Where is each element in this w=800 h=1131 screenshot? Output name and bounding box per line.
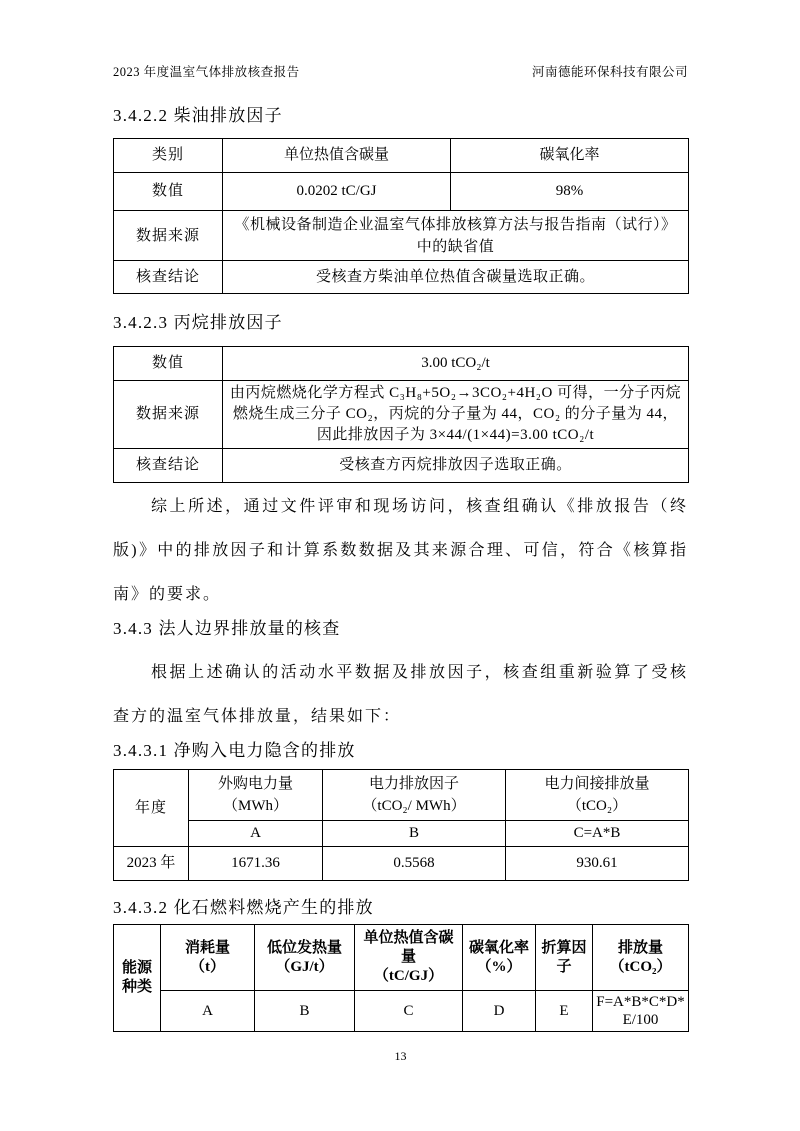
header-report-title: 2023 年度温室气体排放核查报告: [113, 65, 300, 79]
table-row: [114, 261, 689, 294]
electricity-code-a: A: [189, 821, 323, 847]
section-heading-3-4-2-2: 3.4.2.2 柴油排放因子: [113, 106, 283, 125]
column-unit: （t）: [190, 958, 225, 975]
column-name: 电力排放因子: [368, 776, 459, 792]
fossil-corner-label: 能源种类: [114, 925, 161, 1032]
fossil-col-consumption: [161, 925, 255, 991]
section-heading-3-4-3: 3.4.3 法人边界排放量的核查: [113, 619, 341, 638]
diesel-value-oxidation: 98%: [451, 173, 689, 211]
propane-conclusion-label: 核查结论: [114, 449, 223, 483]
column-unit: （tCO₂/ MWh）: [362, 798, 466, 814]
fossil-code-a: A: [161, 991, 255, 1032]
column-name: 排放量: [617, 939, 663, 956]
column-name: 消耗量: [184, 939, 230, 956]
column-name: 单位热值含碳量: [363, 930, 454, 965]
section-heading-3-4-2-3: 3.4.2.3 丙烷排放因子: [113, 313, 283, 332]
diesel-factor-table: [113, 138, 689, 294]
table-row: [114, 381, 689, 449]
propane-factor-table: [113, 346, 689, 483]
section-heading-3-4-3-1: 3.4.3.1 净购入电力隐含的排放: [113, 741, 356, 760]
diesel-conclusion-text: 受核查方柴油单位热值含碳量选取正确。: [223, 261, 689, 294]
electricity-emission-table: [113, 769, 689, 881]
propane-source-text: 由丙烷燃烧化学方程式 C₃H₈+5O₂→3CO₂+4H₂O 可得，一分子丙烷燃烧生成三分子 CO₂，丙烷的分子量为 44，CO₂ 的分子量为 44，因此排放因子为 3×44/(1×44)=3.00 tCO₂/t: [223, 381, 689, 449]
column-name: 电力间接排放量: [544, 776, 650, 792]
electricity-year: 2023 年: [114, 847, 189, 881]
column-unit: （MWh）: [223, 798, 288, 814]
summary-paragraph: 综上所述，通过文件评审和现场访问，核查组确认《排放报告（终版)》中的排放因子和计算系数数据及其来源合理、可信，符合《核算指南》的要求。: [113, 498, 688, 603]
recalculation-paragraph: 根据上述确认的活动水平数据及排放因子，核查组重新验算了受核查方的温室气体排放量，结果如下：: [113, 664, 688, 725]
fossil-code-e: E: [536, 991, 593, 1032]
column-unit: （GJ/t）: [275, 958, 334, 975]
propane-value-label: 数值: [114, 347, 223, 381]
column-unit: （tC/GJ）: [373, 968, 444, 984]
propane-value-text: 3.00 tCO₂/t: [223, 347, 689, 381]
column-name: 低位发热量: [266, 939, 342, 956]
electricity-indirect-value: 930.61: [506, 847, 689, 881]
fossil-col-carbon-content: [355, 925, 463, 991]
table-row: [114, 770, 689, 821]
diesel-header-label: 类别: [114, 139, 223, 173]
fossil-col-oxidation-rate: [463, 925, 536, 991]
table-row: [114, 991, 689, 1032]
fossil-col-heating-value: [255, 925, 355, 991]
fossil-code-d: D: [463, 991, 536, 1032]
table-row: [114, 173, 689, 211]
section-heading-3-4-3-2: 3.4.3.2 化石燃料燃烧产生的排放: [113, 898, 374, 917]
fossil-col-conversion-factor: [536, 925, 593, 991]
diesel-source-label: 数据来源: [114, 211, 223, 261]
column-unit: （tCO₂）: [609, 958, 672, 975]
table-row: [114, 139, 689, 173]
electricity-col-factor: [323, 770, 506, 821]
fossil-code-formula: F=A*B*C*D*E/100: [593, 991, 689, 1032]
column-unit: （%）: [476, 958, 522, 975]
header-company-name: 河南德能环保科技有限公司: [531, 65, 688, 79]
column-name: 外购电力量: [217, 776, 293, 792]
diesel-conclusion-label: 核查结论: [114, 261, 223, 294]
electricity-factor-value: 0.5568: [323, 847, 506, 881]
fossil-code-b: B: [255, 991, 355, 1032]
column-name: 碳氧化率: [468, 939, 529, 956]
column-unit: （tCO₂）: [566, 798, 628, 814]
table-row: [114, 821, 689, 847]
propane-conclusion-text: 受核查方丙烷排放因子选取正确。: [223, 449, 689, 483]
diesel-value-carbon: 0.0202 tC/GJ: [223, 173, 451, 211]
electricity-code-b: B: [323, 821, 506, 847]
page-header: [113, 64, 688, 80]
diesel-header-oxidation: 碳氧化率: [451, 139, 689, 173]
column-name: 折算因子: [541, 939, 587, 975]
diesel-source-text: 《机械设备制造企业温室气体排放核算方法与报告指南（试行）》中的缺省值: [223, 211, 689, 261]
propane-source-label: 数据来源: [114, 381, 223, 449]
table-row: [114, 449, 689, 483]
page-number: 13: [394, 1049, 407, 1063]
table-row: [114, 211, 689, 261]
electricity-corner-label: 年度: [114, 770, 189, 847]
table-row: [114, 347, 689, 381]
fossil-col-emission: [593, 925, 689, 991]
table-row: [114, 847, 689, 881]
electricity-purchased-value: 1671.36: [189, 847, 323, 881]
electricity-col-purchased: [189, 770, 323, 821]
fossil-code-c: C: [355, 991, 463, 1032]
diesel-value-label: 数值: [114, 173, 223, 211]
electricity-col-indirect: [506, 770, 689, 821]
electricity-code-c: C=A*B: [506, 821, 689, 847]
diesel-header-carbon: 单位热值含碳量: [223, 139, 451, 173]
fossil-fuel-table: [113, 924, 689, 1032]
table-row: [114, 925, 689, 991]
